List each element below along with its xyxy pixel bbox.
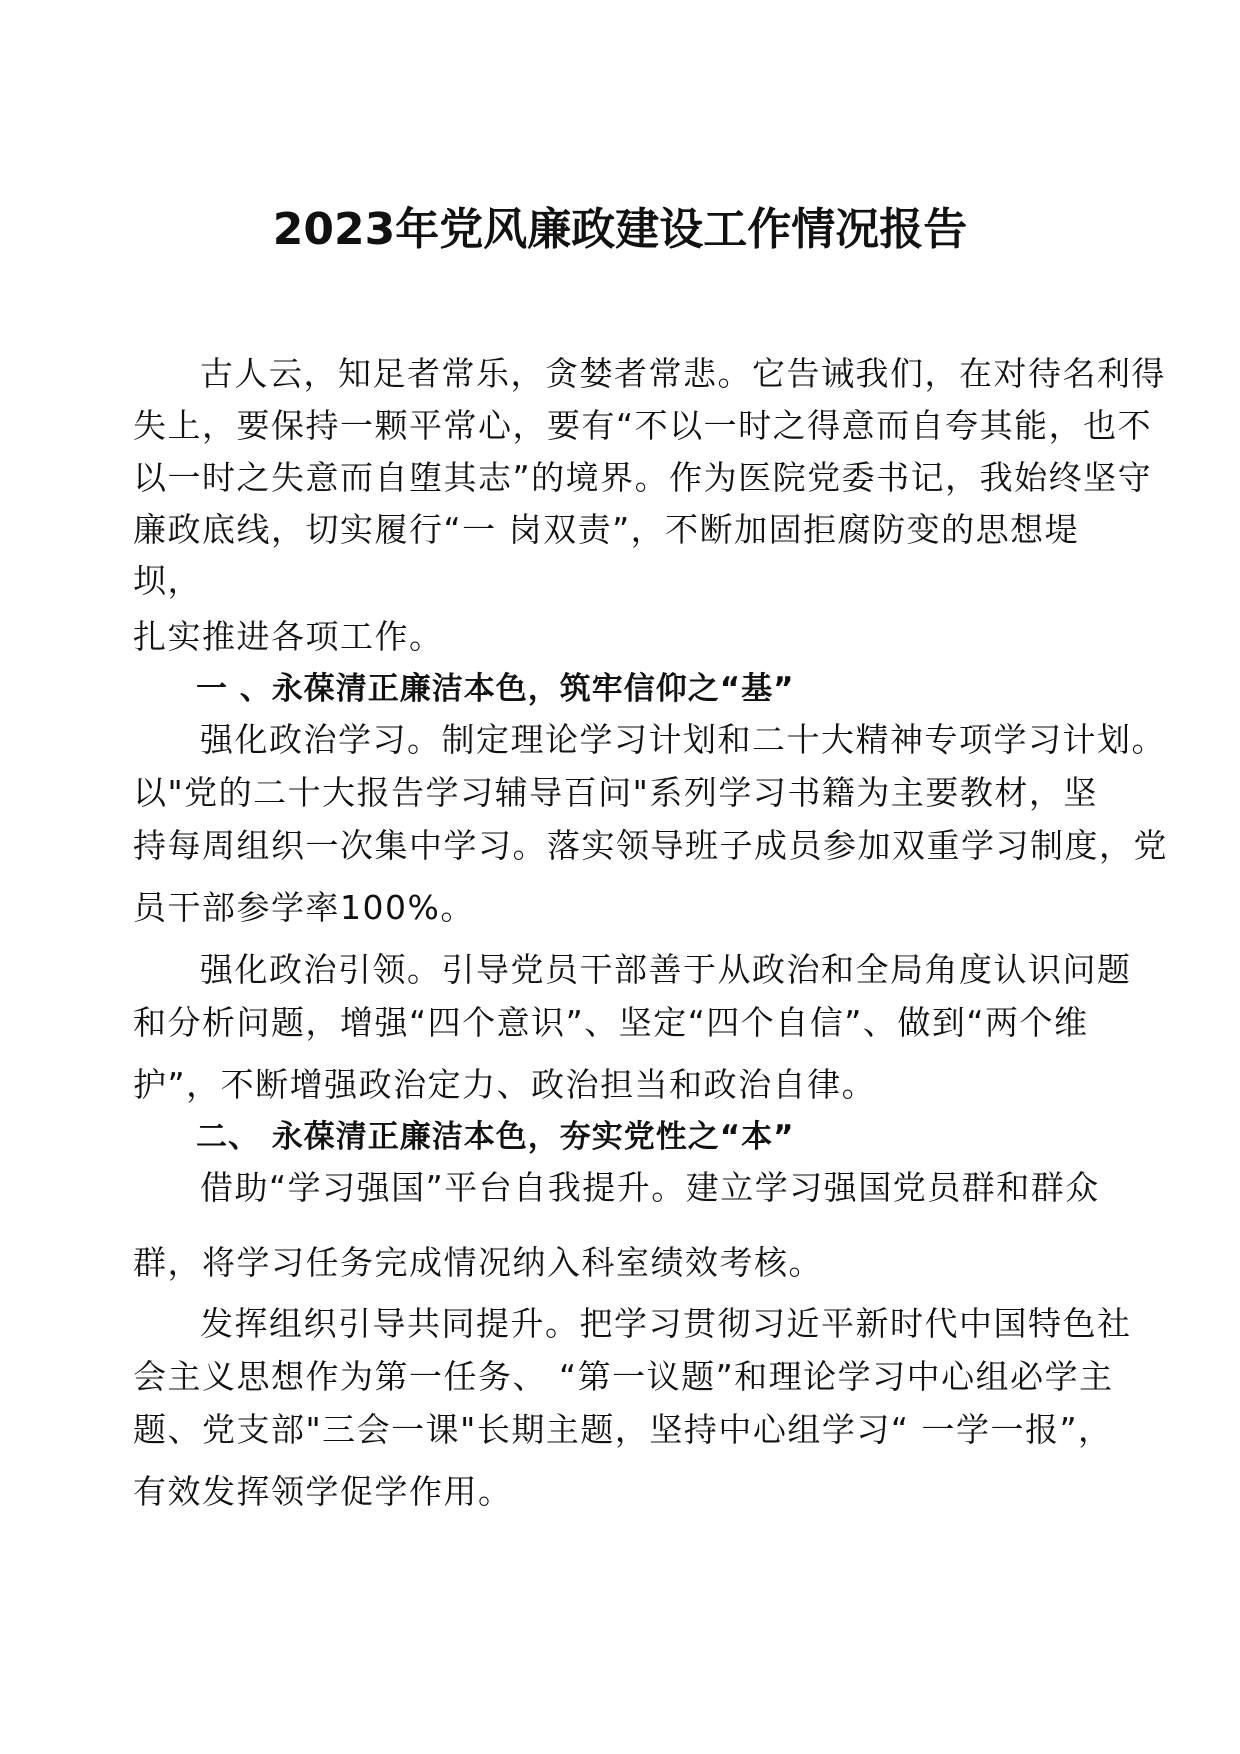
paragraph-line: 以一时之失意而自堕其志”的境界。作为医院党委书记，我始终坚守 (133, 458, 1153, 497)
paragraph-line: 群，将学习任务完成情况纳入科室绩效考核。 (133, 1243, 823, 1282)
section-heading-2: 二、 永葆清正廉洁本色，夯实党性之“本” (196, 1119, 795, 1155)
paragraph-line: 发挥组织引导共同提升。把学习贯彻习近平新时代中国特色社 (200, 1304, 1132, 1343)
paragraph-line: 持每周组织一次集中学习。落实领导班子成员参加双重学习制度，党 (133, 826, 1168, 865)
paragraph-line: 扎实推进各项工作。 (133, 617, 444, 656)
section-heading-1: 一 、永葆清正廉洁本色，筑牢信仰之“基” (196, 671, 795, 707)
document-title: 2023年党风廉政建设工作情况报告 (272, 204, 968, 255)
paragraph-line: 强化政治引领。引导党员干部善于从政治和全局角度认识问题 (200, 950, 1132, 989)
paragraph-line: 古人云，知足者常乐，贪婪者常悲。它告诫我们，在对待名利得 (200, 354, 1166, 393)
paragraph-line: 失上，要保持一颗平常心，要有“不以一时之得意而自夸其能，也不 (133, 406, 1153, 445)
paragraph-line: 借助“学习强国”平台自我提升。建立学习强国党员群和群众 (200, 1168, 1100, 1207)
paragraph-line: 坝， (133, 561, 202, 600)
paragraph-line: 廉政底线，切实履行“一 岗双责”，不断加固拒腐防变的思想堤 (133, 510, 1080, 549)
paragraph-line: 题、党支部"三会一课"长期主题，坚持中心组学习“ 一学一报”， (133, 1410, 1113, 1449)
paragraph-line: 护”，不断增强政治定力、政治担当和政治自律。 (133, 1065, 877, 1104)
paragraph-line: 有效发挥领学促学作用。 (133, 1472, 513, 1511)
paragraph-line: 强化政治学习。制定理论学习计划和二十大精神专项学习计划。 (200, 720, 1166, 759)
paragraph-line: 和分析问题，增强“四个意识”、坚定“四个自信”、做到“两个维 (133, 1003, 1089, 1042)
paragraph-line: 员干部参学率100%。 (133, 888, 475, 927)
paragraph-line: 以"党的二十大报告学习辅导百问"系列学习书籍为主要教材，坚 (133, 773, 1098, 812)
paragraph-line: 会主义思想作为第一任务、 “第一议题”和理论学习中心组必学主 (133, 1357, 1114, 1396)
